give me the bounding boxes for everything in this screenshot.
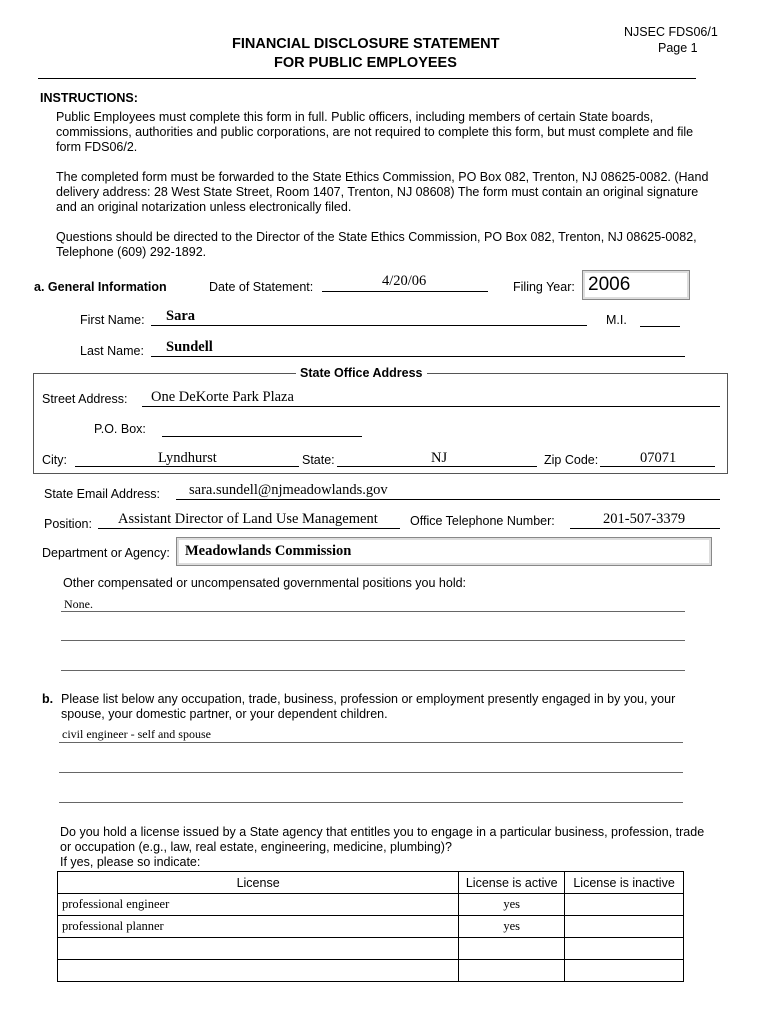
license-question: Do you hold a license issued by a State agency that entitles you to engage in a particular business, profession, trade or occupation (e.g., law, real estate, engineering, medicine, plumbing)? <box>60 825 705 854</box>
instructions-paragraph-3: Questions should be directed to the Director of the State Ethics Commission, PO Box 082, Trenton, NJ 08625-0082, Telephone (609) 292-1892. <box>56 230 697 259</box>
license-table-header <box>58 872 684 894</box>
last-name-label: Last Name: <box>80 344 144 358</box>
position-line <box>98 528 400 529</box>
license-inactive-cell[interactable] <box>565 960 684 982</box>
department-field[interactable] <box>176 537 712 566</box>
other-positions-label: Other compensated or uncompensated governmental positions you hold: <box>63 576 467 590</box>
state-field[interactable]: NJ <box>431 450 448 466</box>
license-active-cell[interactable]: yes <box>459 894 565 916</box>
license-table <box>57 871 684 982</box>
license-inactive-cell[interactable] <box>565 894 684 916</box>
section-a-label: a. General Information <box>34 280 167 294</box>
street-address-line <box>142 406 720 407</box>
instructions-heading: INSTRUCTIONS: <box>40 91 138 105</box>
office-telephone-label: Office Telephone Number: <box>410 514 555 528</box>
license-name-cell[interactable]: professional engineer <box>58 894 459 916</box>
license-question-instruction: If yes, please so indicate: <box>60 855 201 869</box>
filing-year-label: Filing Year: <box>513 280 575 294</box>
state-line <box>337 466 537 467</box>
form-title-line2: FOR PUBLIC EMPLOYEES <box>274 55 457 71</box>
section-b-label: b. <box>42 692 54 706</box>
street-address-field[interactable]: One DeKorte Park Plaza <box>151 389 294 405</box>
date-of-statement-label: Date of Statement: <box>209 280 314 294</box>
occupation-line-3 <box>59 802 683 803</box>
license-header-inactive: License is inactive <box>565 872 684 894</box>
page-number: Page 1 <box>658 41 698 55</box>
office-telephone-line <box>570 528 720 529</box>
occupation-line-2 <box>59 772 683 773</box>
po-box-label: P.O. Box: <box>94 422 146 436</box>
street-address-label: Street Address: <box>42 392 128 406</box>
first-name-line <box>151 325 587 326</box>
license-inactive-cell[interactable] <box>565 938 684 960</box>
table-row <box>58 894 684 916</box>
state-office-address-title: State Office Address <box>296 366 427 380</box>
last-name-field[interactable]: Sundell <box>166 339 213 355</box>
table-row <box>58 960 684 982</box>
instructions-paragraph-1: Public Employees must complete this form in full. Public officers, including members of certain State boards, commissions, authorities and public corporations, are not required to complete this form, but must complete and file form FDS06/2. <box>56 110 694 154</box>
license-active-cell[interactable]: yes <box>459 916 565 938</box>
table-row <box>58 916 684 938</box>
form-id: NJSEC FDS06/1 <box>624 25 718 39</box>
other-positions-line-2 <box>61 640 685 641</box>
license-name-cell[interactable] <box>58 960 459 982</box>
zip-code-label: Zip Code: <box>544 453 599 467</box>
license-active-cell[interactable] <box>459 960 565 982</box>
first-name-field[interactable]: Sara <box>166 308 195 324</box>
license-active-cell[interactable] <box>459 938 565 960</box>
occupation-line-1 <box>59 742 683 743</box>
mi-label: M.I. <box>606 313 627 327</box>
license-header-license: License <box>58 872 459 894</box>
email-line <box>176 499 720 500</box>
instructions-paragraph-2: The completed form must be forwarded to the State Ethics Commission, PO Box 082, Trenton, NJ 08625-0082. (Hand delivery address: 28 West State Street, Room 1407, Trenton, NJ 08608) The form must contain an original signature and an original notarization unless electronically filed. <box>56 170 709 214</box>
license-name-cell[interactable] <box>58 938 459 960</box>
header-rule <box>38 78 696 79</box>
email-field[interactable]: sara.sundell@njmeadowlands.gov <box>189 482 388 498</box>
filing-year-field[interactable] <box>582 270 690 300</box>
section-b-text: Please list below any occupation, trade, business, profession or employment presently engaged in by you, your spouse, your domestic partner, or your dependent children. <box>61 692 676 721</box>
city-field[interactable]: Lyndhurst <box>158 450 217 466</box>
department-value: Meadowlands Commission <box>185 543 352 559</box>
license-name-cell[interactable]: professional planner <box>58 916 459 938</box>
city-label: City: <box>42 453 67 467</box>
position-field[interactable]: Assistant Director of Land Use Management <box>118 511 378 527</box>
city-line <box>75 466 299 467</box>
last-name-line <box>151 356 685 357</box>
zip-code-line <box>600 466 715 467</box>
other-positions-line-3 <box>61 670 685 671</box>
license-header-active: License is active <box>459 872 565 894</box>
form-title-line1: FINANCIAL DISCLOSURE STATEMENT <box>232 36 500 52</box>
table-row <box>58 938 684 960</box>
office-telephone-field[interactable]: 201-507-3379 <box>603 511 686 527</box>
department-label: Department or Agency: <box>42 546 170 560</box>
occupation-field[interactable]: civil engineer - self and spouse <box>62 727 211 741</box>
state-label: State: <box>302 453 335 467</box>
position-label: Position: <box>44 517 92 531</box>
zip-code-field[interactable]: 07071 <box>640 450 677 466</box>
other-positions-line-1 <box>61 611 685 612</box>
date-of-statement-field[interactable]: 4/20/06 <box>382 273 427 289</box>
date-of-statement-line <box>322 291 488 292</box>
first-name-label: First Name: <box>80 313 145 327</box>
mi-field[interactable] <box>640 310 680 327</box>
license-inactive-cell[interactable] <box>565 916 684 938</box>
filing-year-value: 2006 <box>588 274 631 295</box>
email-label: State Email Address: <box>44 487 161 501</box>
other-positions-field[interactable]: None. <box>64 597 93 611</box>
po-box-field[interactable] <box>162 420 362 437</box>
